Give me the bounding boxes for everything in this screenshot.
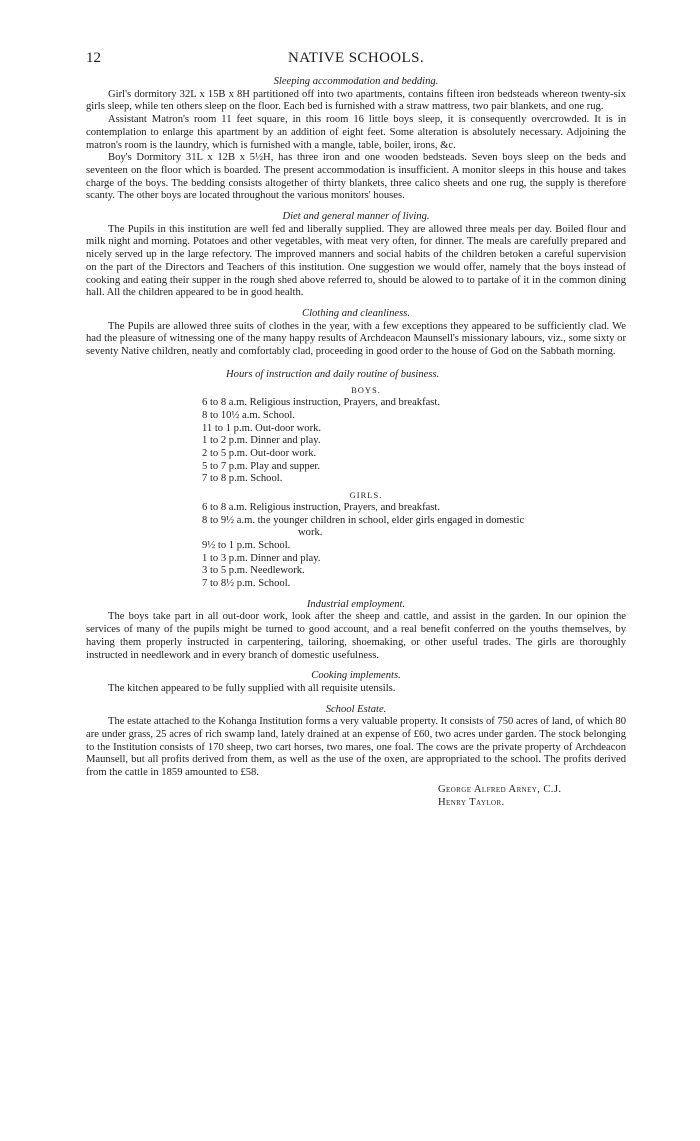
signature-name: Henry Taylor. (438, 796, 505, 808)
paragraph: The Pupils are allowed three suits of clothes in the year, with a few exceptions they appeared to be sufficiently clad. We had the pleasure of witnessing one of the many happy results of Archdeacon Maunsell's missionary labours, viz., some sixty or seventy Native children, neatly and comfortably clad, proceeding in good order to the house of God on the Sabbath morning. (86, 320, 626, 358)
boys-schedule (202, 397, 626, 486)
page-number: 12 (86, 50, 101, 66)
paragraph: Assistant Matron's room 11 feet square, in this room 16 little boys sleep, it is consequently overcrowded. It is in contemplation to enlarge this apartment by an addition of eight feet. Some alteration is absolutely necessary. Adjoining the matron's room is the laundry, which is furnished with a mangle, table, boiler, irons, &c. (86, 114, 626, 151)
schedule-line: 2 to 5 p.m. Out-door work. (202, 447, 317, 459)
paragraph: Girl's dormitory 32L x 15B x 8H partitioned off into two apartments, contains fifteen iron bedsteads whereon twenty-six girls sleep, while ten others sleep on the floor. Each bed is furnished with a straw mattress, two pair blankets, and one rug. (86, 88, 626, 113)
paragraph: The Pupils in this institution are well fed and liberally supplied. They are allowed three meals per day. Boiled flour and milk night and morning. Potatoes and other vegetables, with meat very often, for dinner. The meals are carefully prepared and nicely served up in the large refectory. The improved manners and social habits of the children betoken a careful supervision on the part of the Directors and Teachers of this institution. One suggestion we would offer, namely that the boys instead of cooking and eating their supper in the rough shed above referred to, should be alowed to to partake of it in the common dining hall. All the children appeared to be in good health. (86, 223, 626, 299)
section-diet (86, 211, 626, 300)
section-heading: Industrial employment. (306, 598, 406, 610)
signature-block (438, 784, 626, 809)
schedule-line: 11 to 1 p.m. Out-door work. (202, 422, 322, 434)
section-heading: Clothing and cleanliness. (302, 307, 410, 319)
schedule-line: 8 to 10½ a.m. School. (202, 409, 295, 421)
section-heading: Diet and general manner of living. (282, 211, 430, 223)
schedule-line: 6 to 8 a.m. Religious instruction, Prayers, and breakfast. (202, 501, 441, 513)
page-header (86, 52, 626, 76)
section-sleeping (86, 76, 626, 203)
schedule-line: 5 to 7 p.m. Play and supper. (202, 460, 320, 472)
paragraph: The boys take part in all out-door work, look after the sheep and cattle, and assist in the garden. In our opinion the services of many of the pupils might be turned to good account, and a real benefit conferred on the youths themselves, by having them properly instructed in carpentering, tailoring, shoemaking, or other useful trades. The girls are thoroughly instructed in needlework and in every branch of domestic usefulness. (86, 611, 626, 661)
schedule-line: 9½ to 1 p.m. School. (202, 539, 291, 551)
section-heading: School Estate. (325, 703, 387, 715)
section-heading: Cooking implements. (311, 670, 401, 682)
schedule-line: work. (298, 527, 323, 539)
schedule-line: 3 to 5 p.m. Needlework. (202, 565, 305, 577)
girls-schedule (202, 502, 626, 591)
section-heading: Sleeping accommodation and bedding. (273, 76, 439, 87)
section-cooking (86, 670, 626, 695)
section-heading: Hours of instruction and daily routine of business. (226, 368, 440, 380)
running-title: NATIVE SCHOOLS. (287, 50, 424, 66)
paragraph: Boy's Dormitory 31L x 12B x 5½H, has three iron and one wooden bedsteads. Seven boys sleep on the beds and seventeen on the floor which is boarded. The present accommodation is insufficient. A monitor sleeps in this house and takes charge of the boys. The bedding consists altogether of thirty blankets, three calico sheets and one rug, the supply is therefore scanty. The other boys are located throughout the various monitors' houses. (86, 152, 626, 202)
section-clothing (86, 308, 626, 359)
schedule-line: 1 to 3 p.m. Dinner and play. (202, 552, 321, 564)
schedule-group-label: GIRLS. (349, 490, 383, 501)
section-hours (86, 369, 626, 591)
schedule-group-label: BOYS. (351, 385, 381, 396)
schedule-line: 7 to 8 p.m. School. (202, 473, 283, 485)
schedule-line: 8 to 9½ a.m. the younger children in school, elder girls engaged in domestic (202, 514, 525, 526)
schedule-line: 6 to 8 a.m. Religious instruction, Prayers, and breakfast. (202, 397, 441, 409)
schedule-line: 1 to 2 p.m. Dinner and play. (202, 435, 321, 447)
schedule-line: 7 to 8½ p.m. School. (202, 578, 291, 590)
paragraph: The estate attached to the Kohanga Institution forms a very valuable property. It consists of 750 acres of land, of which 80 are under grass, 25 acres of rich swamp land, lately drained at an expense of £60, two acres under garden. The stock belonging to the Institution consists of 170 sheep, two cart horses, two mares, one foal. The cows are the private property of Archdeacon Maunsell, but all profits derived from them, as well as the use of the oxen, are appropriated to the school. The profits derived from the cattle in 1859 amounted to £58. (86, 716, 626, 779)
document-page (86, 52, 626, 809)
section-estate (86, 704, 626, 780)
paragraph: The kitchen appeared to be fully supplied with all requisite utensils. (108, 682, 396, 694)
section-industrial (86, 599, 626, 663)
signature-name: George Alfred Arney, C.J. (438, 783, 562, 795)
